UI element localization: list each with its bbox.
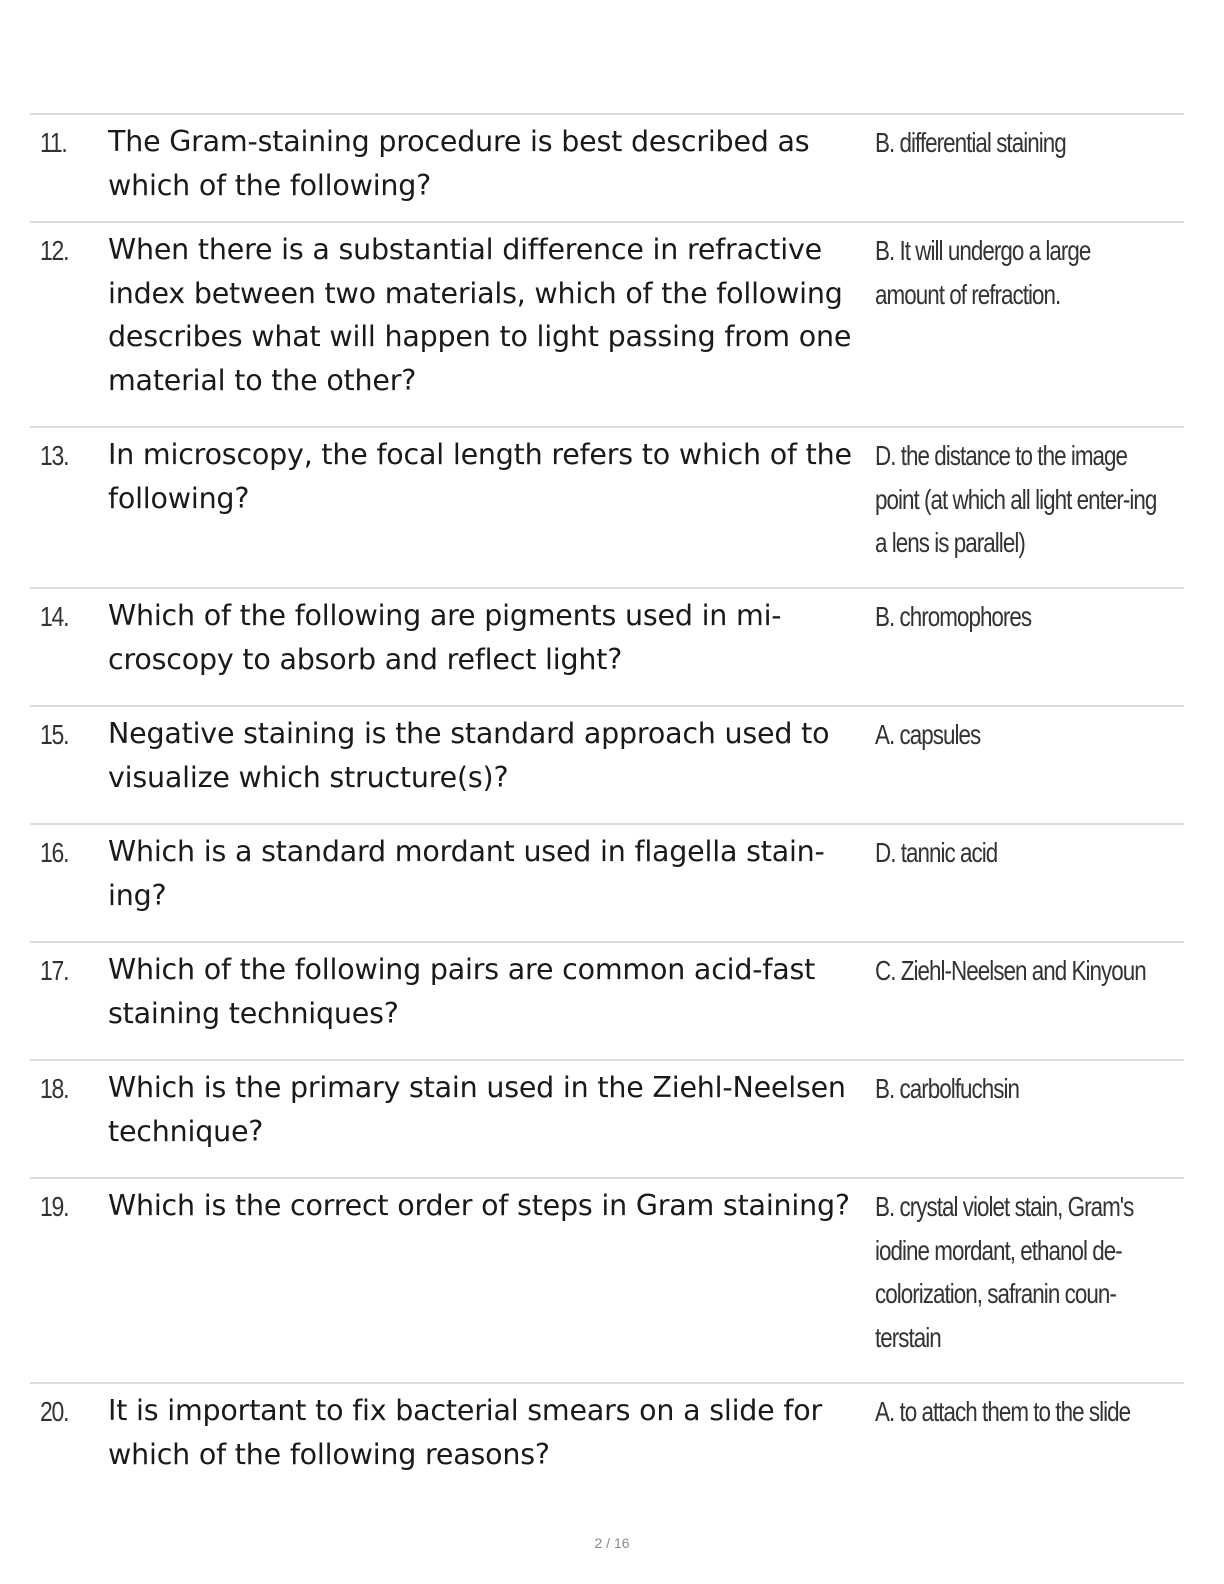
answer-text: A. to attach them to the slide xyxy=(875,1396,1131,1427)
qa-row xyxy=(30,223,1184,428)
answer-text: D. tannic acid xyxy=(875,837,998,868)
answer-text: B. differential staining xyxy=(875,127,1066,158)
answer-text: B. It will undergo a large amount of refraction. xyxy=(875,235,1091,310)
question-text: Negative staining is the standard approach used to visualize which structure(s)? xyxy=(108,717,830,794)
question-text: When there is a substantial difference in refractive index between two materials, which of the following describes what will happen to light passing from one material to the other? xyxy=(108,233,852,397)
answer-text: A. capsules xyxy=(875,719,981,750)
question-number: 19. xyxy=(40,1191,69,1222)
question-number: 18. xyxy=(40,1073,69,1104)
question-text: Which is a standard mordant used in flagella stain-ing? xyxy=(108,835,825,912)
question-number: 20. xyxy=(40,1396,69,1427)
qa-row xyxy=(30,943,1184,1061)
answer-text: B. carbolfuchsin xyxy=(875,1073,1020,1104)
qa-row xyxy=(30,589,1184,707)
question-number: 12. xyxy=(40,235,69,266)
qa-row xyxy=(30,707,1184,825)
question-number: 14. xyxy=(40,601,69,632)
question-number: 11. xyxy=(40,127,67,158)
qa-list xyxy=(30,113,1184,1494)
answer-text: C. Ziehl-Neelsen and Kinyoun xyxy=(875,955,1146,986)
question-text: Which is the correct order of steps in Gram staining? xyxy=(108,1189,850,1222)
qa-row xyxy=(30,1179,1184,1384)
question-number: 15. xyxy=(40,719,69,750)
answer-text: D. the distance to the image point (at which all light enter-ing a lens is parallel) xyxy=(875,440,1157,558)
page-number: 2 / 16 xyxy=(594,1535,630,1551)
answer-text: B. crystal violet stain, Gram's iodine mordant, ethanol de-colorization, safranin coun-terstain xyxy=(875,1191,1134,1353)
qa-row xyxy=(30,1061,1184,1179)
qa-row xyxy=(30,1384,1184,1494)
qa-row xyxy=(30,825,1184,943)
qa-row xyxy=(30,115,1184,223)
question-number: 16. xyxy=(40,837,69,868)
question-text: In microscopy, the focal length refers to which of the following? xyxy=(108,438,852,515)
question-text: It is important to fix bacterial smears on a slide for which of the following reasons? xyxy=(108,1394,822,1471)
qa-row xyxy=(30,428,1184,589)
question-text: The Gram-staining procedure is best described as which of the following? xyxy=(108,125,810,202)
question-text: Which of the following pairs are common acid-fast staining techniques? xyxy=(108,953,816,1030)
answer-text: B. chromophores xyxy=(875,601,1032,632)
question-text: Which of the following are pigments used in mi-croscopy to absorb and reflect light? xyxy=(108,599,782,676)
question-text: Which is the primary stain used in the Ziehl-Neelsen technique? xyxy=(108,1071,846,1148)
question-number: 13. xyxy=(40,440,69,471)
question-number: 17. xyxy=(40,955,69,986)
